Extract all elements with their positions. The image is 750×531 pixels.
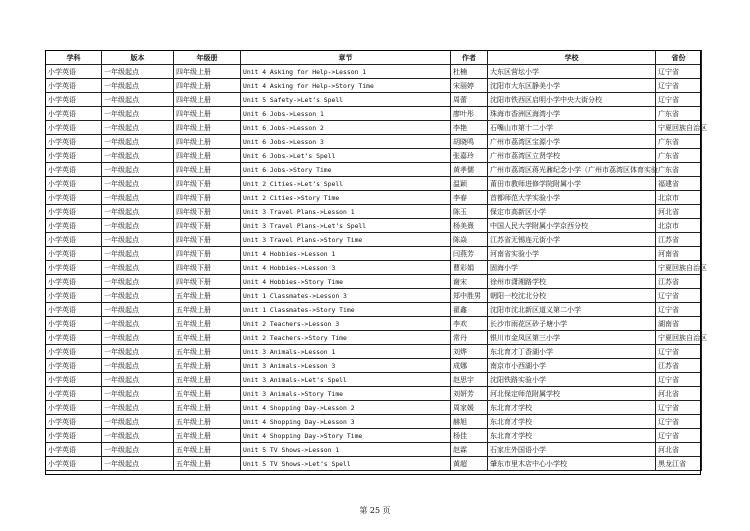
province-cell: 江苏省 xyxy=(656,359,702,373)
table-row xyxy=(46,135,702,149)
school-cell: 沈阳市沈北新区道义第二小学 xyxy=(488,303,656,317)
school-cell: 徐州市潇湘路学校 xyxy=(488,275,656,289)
subject-cell: 小学英语 xyxy=(46,373,102,387)
subject-cell: 小学英语 xyxy=(46,93,102,107)
subject-cell: 小学英语 xyxy=(46,191,102,205)
chapter-cell: Unit 6 Jobs->Lesson 1 xyxy=(241,107,451,121)
chapter-cell: Unit 4 Asking for Help->Story Time xyxy=(241,79,451,93)
school-cell: 东北育才丁香湖小学 xyxy=(488,345,656,359)
chapter-cell: Unit 2 Teachers->Story Time xyxy=(241,331,451,345)
header-edition: 版本 xyxy=(102,51,174,65)
table-row xyxy=(46,219,702,233)
subject-cell: 小学英语 xyxy=(46,247,102,261)
subject-cell: 小学英语 xyxy=(46,415,102,429)
province-cell: 辽宁省 xyxy=(656,289,702,303)
table-body xyxy=(46,65,707,471)
author-cell: 赵霖 xyxy=(451,443,488,457)
chapter-cell: Unit 2 Teachers->Lesson 3 xyxy=(241,317,451,331)
table-row xyxy=(46,93,702,107)
chapter-cell: Unit 3 Animals->Let’s Spell xyxy=(241,373,451,387)
school-cell: 长沙市雨花区砂子塘小学 xyxy=(488,317,656,331)
grade-volume-cell: 四年级上册 xyxy=(174,93,241,107)
school-cell: 肇东市里木店中心小学校 xyxy=(488,457,656,471)
edition-cell: 一年级起点 xyxy=(102,205,174,219)
edition-cell: 一年级起点 xyxy=(102,303,174,317)
grade-volume-cell: 四年级上册 xyxy=(174,107,241,121)
header-subject: 学科 xyxy=(46,51,102,65)
chapter-cell: Unit 4 Asking for Help->Lesson 1 xyxy=(241,65,451,79)
author-cell: 温颖 xyxy=(451,177,488,191)
subject-cell: 小学英语 xyxy=(46,457,102,471)
grade-volume-cell: 四年级下册 xyxy=(174,205,241,219)
province-cell: 江苏省 xyxy=(656,275,702,289)
edition-cell: 一年级起点 xyxy=(102,135,174,149)
school-cell: 东北育才学校 xyxy=(488,415,656,429)
author-cell: 李欢 xyxy=(451,317,488,331)
school-cell: 固海小学 xyxy=(488,261,656,275)
chapter-cell: Unit 1 Classmates->Story Time xyxy=(241,303,451,317)
subject-cell: 小学英语 xyxy=(46,149,102,163)
chapter-cell: Unit 2 Cities->Let’s Spell xyxy=(241,177,451,191)
table-row xyxy=(46,401,702,415)
table-row xyxy=(46,289,702,303)
province-cell: 河北省 xyxy=(656,387,702,401)
grade-volume-cell: 五年级上册 xyxy=(174,289,241,303)
school-cell: 沈阳市大东区静美小学 xyxy=(488,79,656,93)
school-cell: 保定市高新区小学 xyxy=(488,205,656,219)
school-cell: 银川市金凤区第三小学 xyxy=(488,331,656,345)
school-cell: 莆田市教师进修学院附属小学 xyxy=(488,177,656,191)
author-cell: 赵思宇 xyxy=(451,373,488,387)
author-cell: 刘妍芳 xyxy=(451,387,488,401)
table-row xyxy=(46,275,702,289)
edition-cell: 一年级起点 xyxy=(102,121,174,135)
province-cell: 辽宁省 xyxy=(656,79,702,93)
edition-cell: 一年级起点 xyxy=(102,275,174,289)
header-row xyxy=(46,51,702,65)
author-cell: 周家媛 xyxy=(451,401,488,415)
grade-volume-cell: 五年级上册 xyxy=(174,415,241,429)
school-cell: 河南省实验小学 xyxy=(488,247,656,261)
grade-volume-cell: 五年级上册 xyxy=(174,457,241,471)
edition-cell: 一年级起点 xyxy=(102,247,174,261)
author-cell: 李春 xyxy=(451,191,488,205)
author-cell: 杜楠 xyxy=(451,65,488,79)
subject-cell: 小学英语 xyxy=(46,65,102,79)
grade-volume-cell: 四年级下册 xyxy=(174,233,241,247)
grade-volume-cell: 四年级上册 xyxy=(174,135,241,149)
header-chapter: 章节 xyxy=(241,51,451,65)
chapter-cell: Unit 3 Animals->Lesson 3 xyxy=(241,359,451,373)
table-row xyxy=(46,373,702,387)
table-row xyxy=(46,247,702,261)
table-row xyxy=(46,457,702,471)
table-row xyxy=(46,331,702,345)
author-cell: 宋丽婷 xyxy=(451,79,488,93)
province-cell: 宁夏回族自治区 xyxy=(656,121,702,135)
subject-cell: 小学英语 xyxy=(46,177,102,191)
school-cell: 中国人民大学附属小学京西分校 xyxy=(488,219,656,233)
edition-cell: 一年级起点 xyxy=(102,233,174,247)
subject-cell: 小学英语 xyxy=(46,331,102,345)
edition-cell: 一年级起点 xyxy=(102,93,174,107)
subject-cell: 小学英语 xyxy=(46,121,102,135)
subject-cell: 小学英语 xyxy=(46,233,102,247)
edition-cell: 一年级起点 xyxy=(102,219,174,233)
header-grade-volume: 年级册 xyxy=(174,51,241,65)
header-province: 省份 xyxy=(656,51,702,65)
author-cell: 胡晓鸣 xyxy=(451,135,488,149)
author-cell: 廖叶彤 xyxy=(451,107,488,121)
subject-cell: 小学英语 xyxy=(46,219,102,233)
grade-volume-cell: 四年级上册 xyxy=(174,163,241,177)
edition-cell: 一年级起点 xyxy=(102,177,174,191)
table-row xyxy=(46,261,702,275)
province-cell: 辽宁省 xyxy=(656,65,702,79)
province-cell: 辽宁省 xyxy=(656,303,702,317)
province-cell: 宁夏回族自治区 xyxy=(656,261,702,275)
author-cell: 赫旭 xyxy=(451,415,488,429)
header-school: 学校 xyxy=(488,51,656,65)
province-cell: 河北省 xyxy=(656,443,702,457)
province-cell: 辽宁省 xyxy=(656,345,702,359)
chapter-cell: Unit 5 TV Shows->Lesson 1 xyxy=(241,443,451,457)
table-row xyxy=(46,205,702,219)
table-row xyxy=(46,387,702,401)
table-row xyxy=(46,415,702,429)
school-cell: 朝阳一校沈北分校 xyxy=(488,289,656,303)
grade-volume-cell: 五年级上册 xyxy=(174,443,241,457)
author-cell: 郑中胜男 xyxy=(451,289,488,303)
province-cell: 广东省 xyxy=(656,149,702,163)
edition-cell: 一年级起点 xyxy=(102,317,174,331)
province-cell: 河南省 xyxy=(656,247,702,261)
subject-cell: 小学英语 xyxy=(46,275,102,289)
chapter-cell: Unit 6 Jobs->Story Time xyxy=(241,163,451,177)
school-cell: 东北育才学校 xyxy=(488,429,656,443)
edition-cell: 一年级起点 xyxy=(102,65,174,79)
edition-cell: 一年级起点 xyxy=(102,261,174,275)
table-row xyxy=(46,233,702,247)
province-cell: 广东省 xyxy=(656,135,702,149)
author-cell: 常丹 xyxy=(451,331,488,345)
province-cell: 江苏省 xyxy=(656,233,702,247)
table-row xyxy=(46,317,702,331)
table-row xyxy=(46,149,702,163)
edition-cell: 一年级起点 xyxy=(102,163,174,177)
subject-cell: 小学英语 xyxy=(46,135,102,149)
chapter-cell: Unit 4 Hobbies->Lesson 1 xyxy=(241,247,451,261)
chapter-cell: Unit 4 Hobbies->Story Time xyxy=(241,275,451,289)
author-cell: 张嘉玲 xyxy=(451,149,488,163)
school-cell: 沈阳市铁西区启明小学中央大街分校 xyxy=(488,93,656,107)
subject-cell: 小学英语 xyxy=(46,303,102,317)
province-cell: 辽宁省 xyxy=(656,401,702,415)
grade-volume-cell: 四年级上册 xyxy=(174,65,241,79)
edition-cell: 一年级起点 xyxy=(102,359,174,373)
table-row xyxy=(46,163,702,177)
edition-cell: 一年级起点 xyxy=(102,443,174,457)
province-cell: 北京市 xyxy=(656,191,702,205)
table-row xyxy=(46,107,702,121)
province-cell: 广东省 xyxy=(656,107,702,121)
author-cell: 刘烨 xyxy=(451,345,488,359)
school-cell: 江苏省无锡连元街小学 xyxy=(488,233,656,247)
edition-cell: 一年级起点 xyxy=(102,149,174,163)
grade-volume-cell: 四年级上册 xyxy=(174,121,241,135)
school-cell: 珠海市香洲区海湾小学 xyxy=(488,107,656,121)
province-cell: 辽宁省 xyxy=(656,373,702,387)
school-cell: 大东区营坛小学 xyxy=(488,65,656,79)
subject-cell: 小学英语 xyxy=(46,345,102,359)
page-number: 第 25 页 xyxy=(359,506,391,515)
table-row xyxy=(46,191,702,205)
subject-cell: 小学英语 xyxy=(46,289,102,303)
author-cell: 谢宋 xyxy=(451,275,488,289)
province-cell: 河北省 xyxy=(656,205,702,219)
subject-cell: 小学英语 xyxy=(46,443,102,457)
author-cell: 闫燕芳 xyxy=(451,247,488,261)
edition-cell: 一年级起点 xyxy=(102,457,174,471)
chapter-cell: Unit 3 Travel Plans->Story Time xyxy=(241,233,451,247)
table-row xyxy=(46,303,702,317)
header-author: 作者 xyxy=(451,51,488,65)
grade-volume-cell: 五年级上册 xyxy=(174,429,241,443)
subject-cell: 小学英语 xyxy=(46,317,102,331)
grade-volume-cell: 五年级上册 xyxy=(174,331,241,345)
province-cell: 湖南省 xyxy=(656,317,702,331)
chapter-cell: Unit 3 Travel Plans->Lesson 1 xyxy=(241,205,451,219)
table-row xyxy=(46,345,702,359)
grade-volume-cell: 五年级上册 xyxy=(174,303,241,317)
table-row xyxy=(46,429,702,443)
grade-volume-cell: 四年级上册 xyxy=(174,149,241,163)
chapter-cell: Unit 4 Shopping Day->Lesson 3 xyxy=(241,415,451,429)
school-cell: 河北保定师范附属学校 xyxy=(488,387,656,401)
subject-cell: 小学英语 xyxy=(46,359,102,373)
grade-volume-cell: 四年级下册 xyxy=(174,191,241,205)
school-cell: 石嘴山市第十二小学 xyxy=(488,121,656,135)
chapter-cell: Unit 4 Shopping Day->Lesson 2 xyxy=(241,401,451,415)
province-cell: 辽宁省 xyxy=(656,93,702,107)
edition-cell: 一年级起点 xyxy=(102,415,174,429)
chapter-cell: Unit 5 Safety->Let’s Spell xyxy=(241,93,451,107)
school-cell: 广州市荔湾区立贤学校 xyxy=(488,149,656,163)
table-row xyxy=(46,121,702,135)
author-cell: 陈玉 xyxy=(451,205,488,219)
grade-volume-cell: 四年级下册 xyxy=(174,261,241,275)
subject-cell: 小学英语 xyxy=(46,163,102,177)
table-row xyxy=(46,65,702,79)
table-row xyxy=(46,359,702,373)
chapter-cell: Unit 5 TV Shows->Let’s Spell xyxy=(241,457,451,471)
author-cell: 陈焱 xyxy=(451,233,488,247)
chapter-cell: Unit 6 Jobs->Lesson 3 xyxy=(241,135,451,149)
chapter-cell: Unit 3 Animals->Story Time xyxy=(241,387,451,401)
author-cell: 翟鑫 xyxy=(451,303,488,317)
chapter-cell: Unit 4 Hobbies->Lesson 3 xyxy=(241,261,451,275)
school-cell: 广州市荔湾区宝源小学 xyxy=(488,135,656,149)
chapter-cell: Unit 3 Travel Plans->Let’s Spell xyxy=(241,219,451,233)
grade-volume-cell: 四年级下册 xyxy=(174,275,241,289)
author-cell: 黄孝儒 xyxy=(451,163,488,177)
author-cell: 成娜 xyxy=(451,359,488,373)
table-row xyxy=(46,443,702,457)
school-cell: 南京市小西湖小学 xyxy=(488,359,656,373)
province-cell: 辽宁省 xyxy=(656,415,702,429)
chapter-cell: Unit 2 Cities->Story Time xyxy=(241,191,451,205)
author-cell: 杨佳 xyxy=(451,429,488,443)
chapter-cell: Unit 1 Classmates->Lesson 3 xyxy=(241,289,451,303)
chapter-cell: Unit 6 Jobs->Let’s Spell xyxy=(241,149,451,163)
province-cell: 福建省 xyxy=(656,177,702,191)
chapter-cell: Unit 4 Shopping Day->Story Time xyxy=(241,429,451,443)
edition-cell: 一年级起点 xyxy=(102,289,174,303)
edition-cell: 一年级起点 xyxy=(102,429,174,443)
edition-cell: 一年级起点 xyxy=(102,345,174,359)
grade-volume-cell: 五年级上册 xyxy=(174,387,241,401)
table-row xyxy=(46,177,702,191)
chapter-cell: Unit 6 Jobs->Lesson 2 xyxy=(241,121,451,135)
grade-volume-cell: 五年级上册 xyxy=(174,373,241,387)
edition-cell: 一年级起点 xyxy=(102,191,174,205)
grade-volume-cell: 四年级下册 xyxy=(174,177,241,191)
author-cell: 黄超 xyxy=(451,457,488,471)
edition-cell: 一年级起点 xyxy=(102,79,174,93)
edition-cell: 一年级起点 xyxy=(102,331,174,345)
author-cell: 李艳 xyxy=(451,121,488,135)
school-cell: 沈阳铁路实验小学 xyxy=(488,373,656,387)
subject-cell: 小学英语 xyxy=(46,79,102,93)
grade-volume-cell: 四年级下册 xyxy=(174,247,241,261)
subject-cell: 小学英语 xyxy=(46,107,102,121)
province-cell: 北京市 xyxy=(656,219,702,233)
grade-volume-cell: 四年级上册 xyxy=(174,79,241,93)
grade-volume-cell: 五年级上册 xyxy=(174,401,241,415)
province-cell: 广东省 xyxy=(656,163,702,177)
grade-volume-cell: 五年级上册 xyxy=(174,345,241,359)
grade-volume-cell: 四年级下册 xyxy=(174,219,241,233)
grade-volume-cell: 五年级上册 xyxy=(174,359,241,373)
subject-cell: 小学英语 xyxy=(46,387,102,401)
table-row xyxy=(46,79,702,93)
subject-cell: 小学英语 xyxy=(46,261,102,275)
edition-cell: 一年级起点 xyxy=(102,373,174,387)
school-cell: 广州市荔湾区蒋光鼐纪念小学（广州市荔湾区体育实验 xyxy=(488,163,656,177)
subject-cell: 小学英语 xyxy=(46,205,102,219)
grade-volume-cell: 五年级上册 xyxy=(174,317,241,331)
province-cell: 黑龙江省 xyxy=(656,457,702,471)
province-cell: 宁夏回族自治区 xyxy=(656,331,702,345)
author-cell: 曹彩娟 xyxy=(451,261,488,275)
curriculum-table xyxy=(45,50,707,471)
school-cell: 东北育才学校 xyxy=(488,401,656,415)
subject-cell: 小学英语 xyxy=(46,429,102,443)
edition-cell: 一年级起点 xyxy=(102,401,174,415)
school-cell: 石家庄外国语小学 xyxy=(488,443,656,457)
author-cell: 杨美熹 xyxy=(451,219,488,233)
subject-cell: 小学英语 xyxy=(46,401,102,415)
school-cell: 首都师范大学实验小学 xyxy=(488,191,656,205)
chapter-cell: Unit 3 Animals->Lesson 1 xyxy=(241,345,451,359)
edition-cell: 一年级起点 xyxy=(102,107,174,121)
author-cell: 周蕾 xyxy=(451,93,488,107)
province-cell: 辽宁省 xyxy=(656,429,702,443)
edition-cell: 一年级起点 xyxy=(102,387,174,401)
